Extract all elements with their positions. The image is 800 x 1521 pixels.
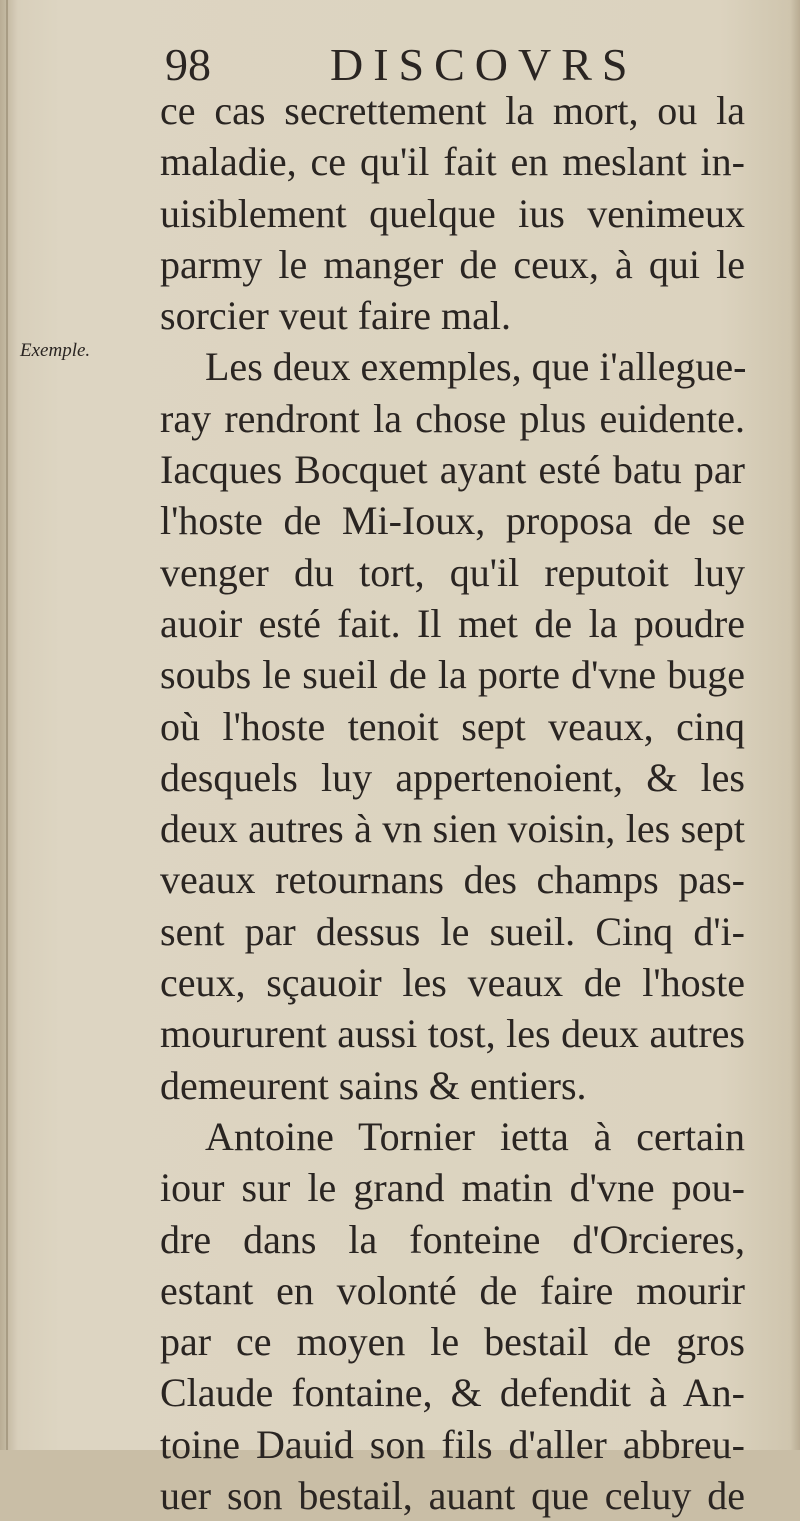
page-header [165,40,745,90]
text-line: par ce moyen le bestail de gros [160,1319,745,1365]
text-line: Les deux exemples, que i'allegue- [205,344,747,390]
text-line: où l'hoste tenoit sept veaux, cinq [160,703,745,749]
text-line: auoir esté fait. Il met de la poudre [160,600,745,646]
text-line: demeurent sains & entiers. [160,1062,587,1108]
body-text [160,85,745,1521]
text-line: maladie, ce qu'il fait en meslant in- [160,139,745,185]
margin-note: Exemple. [20,340,91,361]
text-line: deux autres à vn sien voisin, les sept [160,806,745,852]
text-line: uisiblement quelque ius venimeux [160,190,745,236]
text-line: parmy le manger de ceux, à qui le [160,241,745,287]
text-line: iour sur le grand matin d'vne pou- [160,1165,745,1211]
text-line: venger du tort, qu'il reputoit luy [160,549,745,595]
text-line: desquels luy appertenoient, & les [160,754,745,800]
text-line: Antoine Tornier ietta à certain [205,1113,745,1159]
text-line: soubs le sueil de la porte d'vne buge [160,652,745,698]
text-line: toine Dauid son fils d'aller abbreu- [160,1421,745,1467]
text-line: uer son bestail, auant que celuy de [160,1473,745,1519]
text-line: ray rendront la chose plus euidente. [160,395,745,441]
text-line: Iacques Bocquet ayant esté batu par [160,447,745,493]
binding-gutter [6,0,8,1450]
page-number: 98 [165,39,211,90]
text-line: sorcier veut faire mal. [160,293,511,339]
text-line: sent par dessus le sueil. Cinq d'i- [160,908,745,954]
running-head: DISCOVRS [330,39,638,90]
text-line: estant en volonté de faire mourir [160,1267,745,1313]
text-line: veaux retournans des champs pas- [160,857,745,903]
text-line: l'hoste de Mi-Ioux, proposa de se [160,498,745,544]
text-line: moururent aussi tost, les deux autres [160,1011,745,1057]
text-line: Claude fontaine, & defendit à An- [160,1370,745,1416]
text-line: dre dans la fonteine d'Orcieres, [160,1216,745,1262]
text-line: ce cas secrettement la mort, ou la [160,88,745,133]
text-line: ceux, sçauoir les veaux de l'hoste [160,960,745,1006]
